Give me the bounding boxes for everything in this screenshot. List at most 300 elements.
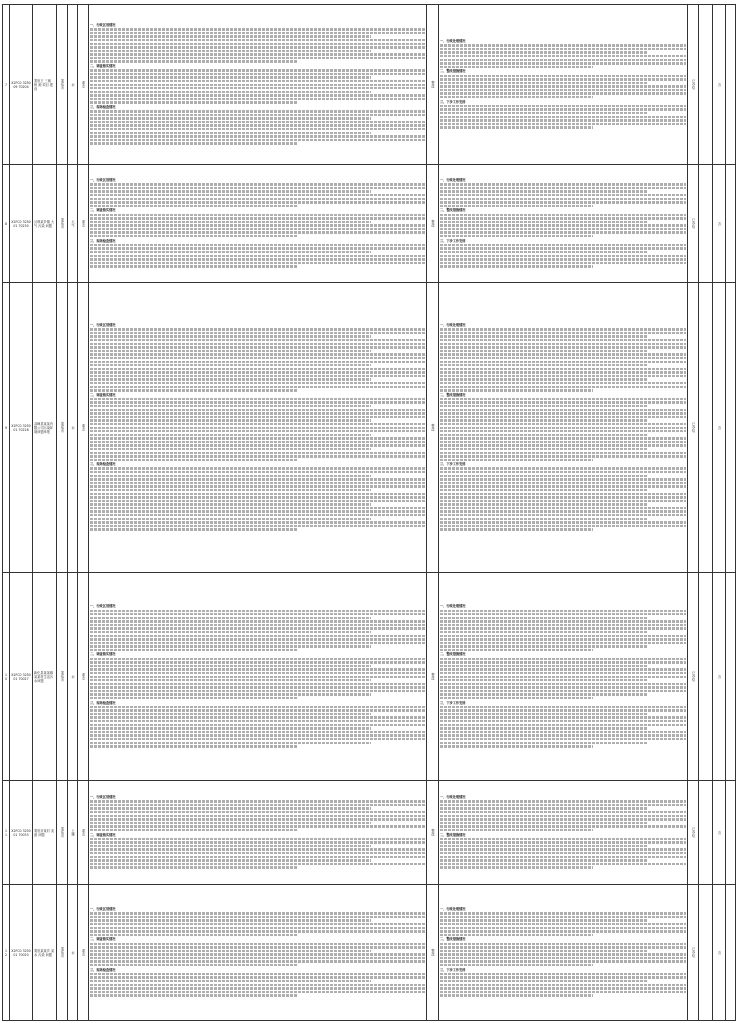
- text-line: [90, 35, 371, 37]
- level-cell: [78, 165, 89, 283]
- complaint-subject-text: 双峰县某某有限公司污染环境问题举报: [34, 421, 54, 434]
- text-line: [440, 475, 647, 477]
- text-line: [90, 378, 371, 380]
- text-line: [90, 231, 425, 233]
- text-line: [90, 217, 425, 219]
- text-line: [90, 53, 425, 55]
- text-line: [440, 467, 686, 469]
- text-line: [90, 332, 425, 334]
- section-heading: 二、调查核实情况: [90, 392, 116, 397]
- section-heading: 三、下步工作安排: [440, 462, 466, 467]
- text-line: [440, 496, 686, 498]
- text-line: [440, 116, 686, 118]
- complaint-subject-text: 反映某乡镇 大气 污染 问题: [34, 219, 55, 228]
- text-line: [90, 994, 298, 996]
- text-line: [90, 135, 425, 137]
- state-cell-text: 已办结: [691, 79, 695, 90]
- region-cell-text: 娄底市: [60, 671, 64, 682]
- text-line: [90, 635, 425, 637]
- text-line: [90, 848, 425, 850]
- text-line: [90, 500, 425, 502]
- region-cell: [57, 781, 68, 885]
- kind-cell: [427, 5, 439, 165]
- text-line: [90, 386, 425, 388]
- text-line: [90, 101, 298, 103]
- text-line: [90, 916, 425, 918]
- text-line: [90, 114, 425, 116]
- region-cell: [57, 283, 68, 573]
- text-line: [90, 361, 425, 363]
- text-line: [90, 815, 425, 817]
- result-cell: [699, 5, 713, 165]
- text-line: [440, 409, 686, 411]
- text-line: [90, 866, 298, 868]
- case-code-text: X2FC0 325001 70033: [11, 828, 31, 837]
- text-line: [440, 255, 686, 257]
- text-line: [440, 620, 686, 622]
- text-line: [440, 807, 647, 809]
- text-line: [90, 503, 371, 505]
- text-line: [440, 437, 686, 439]
- text-line: [90, 617, 371, 619]
- text-line: [440, 500, 686, 502]
- text-line: [90, 91, 371, 93]
- text-line: [440, 934, 593, 936]
- text-line: [90, 80, 425, 82]
- text-line: [90, 60, 298, 62]
- publish-cell-text: 否: [717, 830, 721, 835]
- publish-cell: [713, 573, 726, 781]
- text-line: [90, 624, 425, 626]
- text-line: [440, 627, 686, 629]
- text-line: [90, 525, 425, 527]
- text-line: [90, 841, 425, 843]
- result-cell: [699, 781, 713, 885]
- text-line: [440, 251, 647, 253]
- text-line: [440, 378, 647, 380]
- publish-cell-text: 否: [717, 674, 721, 679]
- text-line: [440, 845, 647, 847]
- facts-cell: [89, 5, 427, 165]
- text-line: [440, 258, 686, 260]
- text-line: [440, 624, 686, 626]
- text-line: [90, 328, 425, 330]
- section-heading: 三、现场检查情况: [90, 462, 116, 467]
- state-cell: [688, 573, 699, 781]
- publish-cell: [713, 885, 726, 1021]
- text-line: [440, 452, 686, 454]
- text-line: [440, 398, 686, 400]
- text-line: [440, 923, 686, 925]
- text-line: [90, 205, 298, 207]
- text-line: [90, 980, 371, 982]
- text-line: [440, 423, 686, 425]
- text-line: [440, 525, 686, 527]
- complaint-subject: [33, 5, 57, 165]
- text-line: [90, 734, 425, 736]
- text-line: [440, 973, 686, 975]
- text-line: [90, 368, 425, 370]
- text-line: [440, 489, 647, 491]
- text-line: [440, 419, 647, 421]
- text-line: [440, 518, 647, 520]
- facts-cell: [89, 573, 427, 781]
- category-cell-text: 水: [70, 425, 75, 430]
- text-line: [440, 78, 686, 80]
- text-line: [440, 224, 686, 226]
- text-line: [90, 364, 371, 366]
- text-line: [440, 434, 647, 436]
- text-line: [90, 335, 371, 337]
- text-line: [440, 401, 686, 403]
- text-line: [440, 217, 686, 219]
- row-index-text: 8: [4, 221, 8, 226]
- text-line: [440, 950, 647, 952]
- text-line: [90, 50, 371, 52]
- text-line: [90, 228, 425, 230]
- text-line: [440, 194, 686, 196]
- row-index-text: 12: [4, 948, 8, 957]
- text-line: [90, 856, 425, 858]
- state-cell-text: 已办结: [691, 671, 695, 682]
- section-heading: 二、整改措施情况: [440, 832, 466, 837]
- text-line: [440, 957, 686, 959]
- level-cell: [78, 5, 89, 165]
- text-line: [440, 108, 686, 110]
- text-line: [90, 645, 371, 647]
- text-line: [90, 638, 425, 640]
- text-line: [440, 368, 686, 370]
- state-cell-text: 已办结: [691, 947, 695, 958]
- text-line: [90, 128, 425, 130]
- region-cell-text: 娄底市: [60, 79, 64, 90]
- text-line: [440, 448, 647, 450]
- section-heading: 一、行政处理情况: [440, 907, 466, 912]
- publish-cell-text: 否: [717, 221, 721, 226]
- text-line: [440, 818, 686, 820]
- text-line: [440, 339, 686, 341]
- text-line: [90, 706, 425, 708]
- text-line: [440, 528, 593, 530]
- text-line: [440, 235, 593, 237]
- text-line: [90, 822, 371, 824]
- level-cell-text: 重点: [81, 424, 85, 431]
- row-index: [3, 781, 10, 885]
- case-code: [10, 165, 33, 283]
- text-line: [440, 976, 686, 978]
- level-cell: [78, 885, 89, 1021]
- text-line: [90, 987, 425, 989]
- level-cell: [78, 283, 89, 573]
- kind-cell: [427, 165, 439, 283]
- text-line: [90, 478, 425, 480]
- section-heading: 三、下步工作安排: [440, 967, 466, 972]
- text-line: [90, 416, 425, 418]
- row-index-text: 7: [4, 82, 8, 87]
- text-line: [440, 709, 686, 711]
- text-line: [440, 62, 686, 64]
- text-line: [440, 59, 686, 61]
- text-line: [90, 912, 425, 914]
- text-line: [90, 437, 425, 439]
- text-line: [90, 459, 298, 461]
- text-line: [440, 444, 686, 446]
- kind-cell: [427, 781, 439, 885]
- text-line: [440, 123, 686, 125]
- text-line: [90, 255, 425, 257]
- case-code-text: X2FC0 325001 70027: [11, 672, 31, 681]
- text-line: [440, 183, 686, 185]
- region-cell-text: 娄底市: [60, 827, 64, 838]
- text-line: [90, 745, 298, 747]
- text-line: [440, 221, 647, 223]
- section-heading: 一、行政区划情况: [90, 323, 116, 328]
- case-code: [10, 283, 33, 573]
- text-line: [90, 510, 425, 512]
- text-line: [440, 916, 686, 918]
- text-line: [90, 221, 371, 223]
- text-line: [440, 724, 686, 726]
- section-heading: 三、现场检查情况: [90, 967, 116, 972]
- text-line: [440, 804, 686, 806]
- text-line: [90, 434, 371, 436]
- text-line: [90, 923, 425, 925]
- text-line: [440, 262, 686, 264]
- text-line: [90, 720, 425, 722]
- text-line: [440, 742, 647, 744]
- text-line: [440, 48, 686, 50]
- text-line: [440, 214, 686, 216]
- text-line: [90, 357, 425, 359]
- remark-cell: [726, 885, 736, 1021]
- text-line: [90, 353, 425, 355]
- region-cell: [57, 885, 68, 1021]
- case-code-text: X2FC0 325009 70204: [11, 80, 31, 89]
- text-line: [90, 482, 425, 484]
- text-line: [90, 423, 425, 425]
- text-line: [90, 401, 425, 403]
- text-line: [440, 960, 686, 962]
- text-line: [440, 731, 686, 733]
- kind-cell-text: 整改: [430, 220, 435, 227]
- text-line: [90, 683, 425, 685]
- text-line: [90, 984, 425, 986]
- text-line: [90, 419, 371, 421]
- text-line: [90, 991, 425, 993]
- text-line: [440, 96, 593, 98]
- text-line: [440, 930, 686, 932]
- text-line: [440, 683, 686, 685]
- text-line: [90, 121, 425, 123]
- table-row: [3, 885, 736, 1021]
- text-line: [440, 244, 686, 246]
- state-cell: [688, 165, 699, 283]
- text-line: [440, 430, 686, 432]
- text-line: [440, 459, 593, 461]
- text-line: [90, 467, 425, 469]
- text-line: [90, 371, 425, 373]
- rectify-cell: [439, 781, 688, 885]
- text-line: [90, 727, 371, 729]
- text-line: [90, 930, 425, 932]
- text-line: [90, 713, 371, 715]
- case-code: [10, 573, 33, 781]
- category-cell-text: 水: [70, 950, 75, 955]
- text-line: [90, 409, 425, 411]
- case-code-text: X2FC0 325001 70230: [11, 219, 31, 228]
- text-line: [440, 416, 686, 418]
- text-line: [90, 845, 371, 847]
- section-heading: 一、行政区划情况: [90, 795, 116, 800]
- text-line: [440, 706, 686, 708]
- text-line: [440, 943, 686, 945]
- section-heading: 二、整改措施情况: [440, 652, 466, 657]
- text-line: [440, 205, 593, 207]
- text-line: [440, 471, 686, 473]
- level-cell-text: 重点: [81, 949, 85, 956]
- category-cell-text: 水: [70, 674, 75, 679]
- text-line: [440, 66, 593, 68]
- text-line: [90, 389, 298, 391]
- complaint-subject: [33, 165, 57, 283]
- table-row: [3, 573, 736, 781]
- text-line: [90, 946, 425, 948]
- text-line: [90, 485, 425, 487]
- level-cell-text: 重点: [81, 81, 85, 88]
- remark-cell: [726, 781, 736, 885]
- level-cell-text: 重点: [81, 220, 85, 227]
- complaint-subject-text: 新化县某某镇某某村生活污水问题: [34, 670, 54, 683]
- text-line: [440, 697, 593, 699]
- text-line: [440, 112, 647, 114]
- text-line: [440, 980, 647, 982]
- text-line: [90, 709, 425, 711]
- result-cell: [699, 283, 713, 573]
- level-cell: [78, 573, 89, 781]
- section-heading: 一、行政区划情况: [90, 604, 116, 609]
- level-cell-text: 重点: [81, 829, 85, 836]
- text-line: [90, 686, 425, 688]
- text-line: [440, 346, 686, 348]
- state-cell: [688, 781, 699, 885]
- publish-cell: [713, 283, 726, 573]
- text-line: [440, 613, 686, 615]
- region-cell: [57, 165, 68, 283]
- text-line: [440, 44, 686, 46]
- text-line: [90, 244, 425, 246]
- section-heading: 三、现场检查情况: [90, 700, 116, 705]
- kind-cell-text: 整改: [430, 81, 435, 88]
- text-line: [440, 478, 686, 480]
- result-cell: [699, 573, 713, 781]
- text-line: [90, 265, 298, 267]
- text-line: [440, 856, 686, 858]
- text-line: [90, 235, 298, 237]
- text-line: [440, 863, 686, 865]
- text-line: [440, 991, 686, 993]
- text-line: [440, 676, 686, 678]
- state-cell: [688, 885, 699, 1021]
- text-line: [440, 693, 647, 695]
- section-heading: 二、调查核实情况: [90, 64, 116, 69]
- rectify-cell: [439, 885, 688, 1021]
- text-line: [90, 262, 425, 264]
- text-line: [90, 672, 425, 674]
- text-line: [440, 503, 647, 505]
- section-heading: 一、行政区划情况: [90, 907, 116, 912]
- facts-cell: [89, 885, 427, 1021]
- text-line: [90, 838, 425, 840]
- text-line: [90, 665, 371, 667]
- kind-cell: [427, 283, 439, 573]
- row-index: [3, 885, 10, 1021]
- text-line: [90, 934, 298, 936]
- section-heading: 三、现场检查情况: [90, 104, 116, 109]
- text-line: [90, 84, 425, 86]
- category-cell: [68, 781, 78, 885]
- publish-cell-text: 否: [717, 950, 721, 955]
- rectify-cell: [439, 573, 688, 781]
- text-line: [90, 514, 425, 516]
- text-line: [90, 346, 425, 348]
- text-line: [440, 866, 593, 868]
- level-cell-text: 重点: [81, 673, 85, 680]
- text-line: [90, 976, 425, 978]
- text-line: [90, 742, 371, 744]
- text-line: [440, 631, 647, 633]
- text-line: [90, 430, 425, 432]
- kind-cell-text: 整改: [430, 424, 435, 431]
- text-line: [90, 343, 425, 345]
- text-line: [90, 620, 425, 622]
- text-line: [440, 375, 686, 377]
- row-index-text: 11: [4, 828, 8, 837]
- text-line: [440, 668, 686, 670]
- text-line: [440, 919, 647, 921]
- text-line: [440, 231, 686, 233]
- text-line: [90, 43, 425, 45]
- text-line: [440, 382, 686, 384]
- facts-cell: [89, 165, 427, 283]
- text-line: [90, 69, 425, 71]
- text-line: [90, 825, 425, 827]
- publish-cell: [713, 165, 726, 283]
- section-heading: 三、现场检查情况: [90, 238, 116, 243]
- text-line: [440, 190, 647, 192]
- text-line: [440, 350, 647, 352]
- kind-cell: [427, 885, 439, 1021]
- kind-cell-text: 整改: [430, 949, 435, 956]
- text-line: [440, 201, 686, 203]
- text-line: [90, 412, 425, 414]
- text-line: [90, 132, 371, 134]
- text-line: [440, 617, 647, 619]
- text-line: [440, 716, 686, 718]
- complaint-subject-text: 娄底某某乡 某水 污染 问题: [34, 948, 55, 957]
- text-line: [440, 734, 686, 736]
- text-line: [90, 76, 371, 78]
- category-cell: [68, 885, 78, 1021]
- text-line: [90, 39, 425, 41]
- text-line: [440, 482, 686, 484]
- text-line: [90, 452, 425, 454]
- result-cell: [699, 885, 713, 1021]
- text-line: [440, 841, 686, 843]
- text-line: [440, 332, 686, 334]
- text-line: [440, 829, 593, 831]
- state-cell-text: 已办结: [691, 218, 695, 229]
- text-line: [90, 957, 425, 959]
